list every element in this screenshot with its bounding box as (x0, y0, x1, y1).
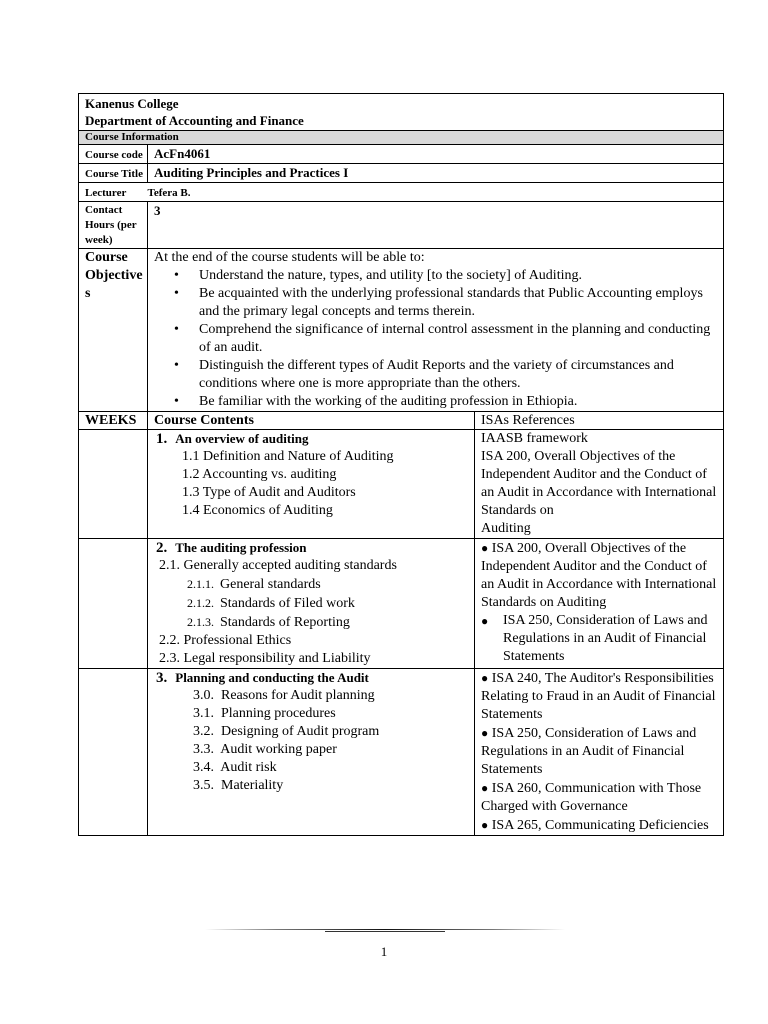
course-outline-table (78, 93, 724, 836)
unit-item: 3.5. Materiality (193, 778, 284, 793)
unit-item: 1.1 Definition and Nature of Auditing (182, 449, 394, 464)
unit-item: 3.1. Planning procedures (193, 706, 336, 721)
unit-subitem: 2.1.2. Standards of Filed work (187, 596, 355, 611)
bullet-icon: ● (481, 726, 489, 740)
unit-weeks-cell (79, 669, 148, 836)
bullet-icon: ● (481, 614, 489, 628)
contact-label-line-3: week) (85, 234, 113, 246)
unit-item: 3.0. Reasons for Audit planning (193, 688, 375, 703)
unit-weeks-cell (79, 539, 148, 669)
objectives-row (79, 249, 724, 412)
course-code-label: Course code (85, 149, 143, 161)
objective-item: • Be acquainted with the underlying professional standards that Public Accounting employs and the primary legal concepts and terms therein. (199, 285, 715, 321)
column-header-row (79, 412, 724, 430)
department-name: Department of Accounting and Finance (85, 113, 304, 128)
isa-reference: ● ISA 265, Communicating Deficiencies (481, 818, 709, 833)
unit-title: 1. An overview of auditing (156, 431, 309, 447)
bullet-icon: ● (481, 671, 489, 685)
lecturer-label: Lecturer (85, 187, 127, 199)
lecturer-value: Tefera B. (147, 187, 191, 199)
unit-weeks-cell (79, 430, 148, 539)
course-title-value: Auditing Principles and Practices I (154, 165, 349, 180)
unit-item: 3.2. Designing of Audit program (193, 724, 380, 739)
isa-reference: ISA 200, Overall Objectives of the Independent Auditor and the Conduct of an Audit in Accordance with International Standards on (481, 449, 717, 518)
contact-hours-value: 3 (154, 203, 161, 218)
isa-reference: Auditing (481, 521, 531, 536)
bullet-icon: ● (481, 541, 489, 555)
unit-row (79, 539, 724, 669)
objective-item: • Be familiar with the working of the auditing profession in Ethiopia. (199, 393, 715, 411)
section-title: Course Information (79, 131, 724, 145)
unit-item: 1.2 Accounting vs. auditing (182, 467, 337, 482)
isa-reference: ● ISA 250, Consideration of Laws and Regulations in an Audit of Financial Statements (481, 613, 708, 664)
unit-item: 1.4 Economics of Auditing (182, 503, 333, 518)
course-title-row (79, 164, 724, 183)
objective-item: • Comprehend the significance of internal control assessment in the planning and conducting of an audit. (199, 321, 715, 357)
isa-reference: ● ISA 200, Overall Objectives of the Independent Auditor and the Conduct of an Audit in Accordance with International Standards on Auditing (481, 541, 717, 610)
unit-row (79, 669, 724, 836)
bullet-icon: ● (481, 781, 489, 795)
contact-label-line-2: Hours (per (85, 219, 137, 231)
unit-item: 2.2. Professional Ethics (159, 633, 292, 648)
course-title-label: Course Title (85, 168, 143, 180)
objective-item: • Distinguish the different types of Audit Reports and the variety of circumstances and conditions where one is more appropriate than the others. (199, 357, 715, 393)
objectives-list (154, 267, 715, 411)
college-name: Kanenus College (85, 96, 179, 111)
isa-reference: ● ISA 260, Communication with Those Charged with Governance (481, 781, 702, 814)
objectives-intro: At the end of the course students will be able to: (154, 250, 425, 265)
footer-divider-accent (325, 931, 445, 932)
header-cell (79, 94, 724, 131)
lecturer-row (79, 183, 724, 202)
isa-reference: ● ISA 240, The Auditor's Responsibilities Relating to Fraud in an Audit of Financial Statements (481, 671, 716, 722)
unit-title: 2. The auditing profession (156, 540, 307, 556)
section-title-row (79, 131, 724, 145)
refs-header: ISAs References (475, 412, 724, 430)
course-code-value: AcFn4061 (154, 146, 211, 161)
contact-label-line-1: Contact (85, 204, 123, 216)
isa-reference: ● ISA 250, Consideration of Laws and Regulations in an Audit of Financial Statements (481, 726, 697, 777)
unit-row (79, 430, 724, 539)
unit-title: 3. Planning and conducting the Audit (156, 670, 369, 686)
unit-item: 2.1. Generally accepted auditing standards (159, 558, 397, 573)
objectives-label-line-1: Course (85, 250, 128, 265)
page-number: 1 (380, 944, 388, 959)
unit-subitem: 2.1.3. Standards of Reporting (187, 615, 350, 630)
bullet-icon: ● (481, 818, 489, 832)
unit-items (156, 448, 474, 520)
contents-header: Course Contents (148, 412, 475, 430)
objective-item: • Understand the nature, types, and utility [to the society] of Auditing. (199, 267, 715, 285)
unit-subitem: 2.1.1. General standards (187, 577, 321, 592)
isa-reference: IAASB framework (481, 431, 588, 446)
course-code-row (79, 145, 724, 164)
contact-hours-row (79, 202, 724, 249)
objectives-label-line-3: s (85, 286, 91, 301)
objectives-label-line-2: Objective (85, 268, 143, 283)
unit-item: 3.4. Audit risk (193, 760, 277, 775)
unit-item: 3.3. Audit working paper (193, 742, 337, 757)
unit-item: 2.3. Legal responsibility and Liability (159, 651, 371, 666)
unit-item: 1.3 Type of Audit and Auditors (182, 485, 356, 500)
weeks-header: WEEKS (79, 412, 148, 430)
header-row (79, 94, 724, 131)
footer-divider (205, 929, 565, 930)
unit-items (156, 687, 474, 795)
